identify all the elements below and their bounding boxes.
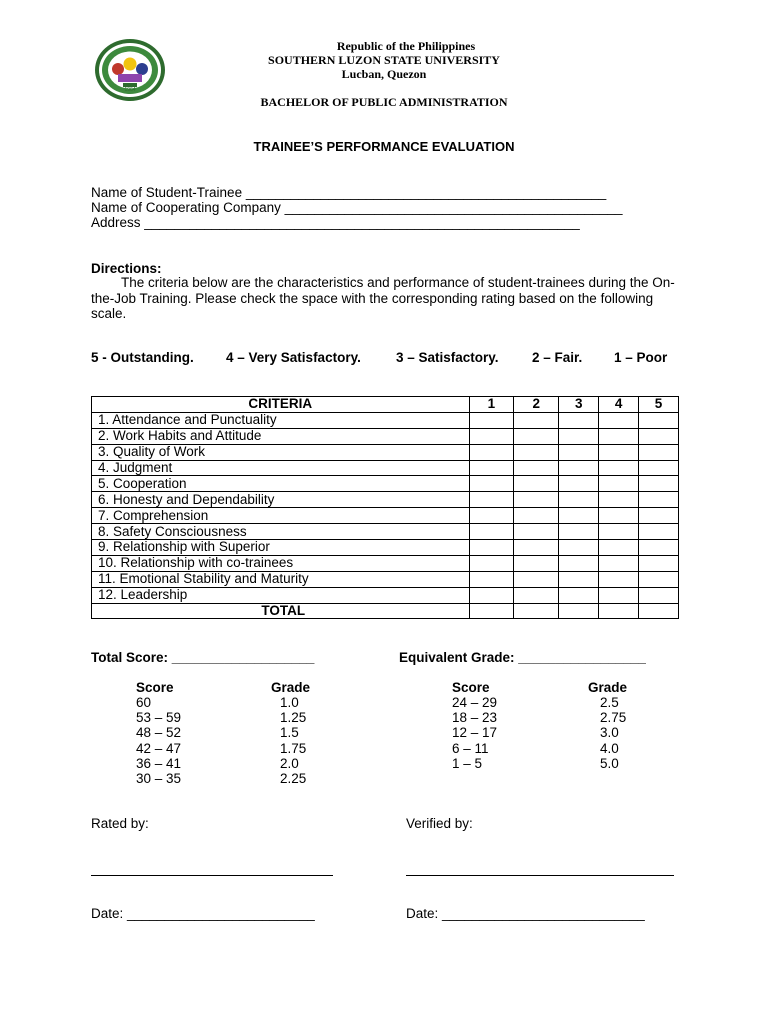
rating-cell-2[interactable] xyxy=(514,428,559,444)
total-cell-3[interactable] xyxy=(559,603,599,619)
rating-cell-1[interactable] xyxy=(469,555,514,571)
table-row xyxy=(92,555,679,571)
table-row xyxy=(92,444,679,460)
total-cell-5[interactable] xyxy=(639,603,679,619)
rating-cell-3[interactable] xyxy=(559,428,599,444)
rating-cell-1[interactable] xyxy=(469,571,514,587)
score-value: 12 – 17 xyxy=(452,725,498,741)
rating-cell-3[interactable] xyxy=(559,460,599,476)
score-value: 6 – 11 xyxy=(452,740,489,756)
rating-cell-5[interactable] xyxy=(639,428,679,444)
table-row xyxy=(92,460,679,476)
criteria-label: 11. Emotional Stability and Maturity xyxy=(92,571,470,587)
table-row xyxy=(92,524,679,540)
score-value: 30 – 35 xyxy=(136,771,182,787)
rating-cell-2[interactable] xyxy=(514,492,559,508)
grade-value: 2.0 xyxy=(280,755,299,771)
rating-cell-5[interactable] xyxy=(639,444,679,460)
rated-by-label: Rated by: xyxy=(91,816,149,831)
rating-cell-4[interactable] xyxy=(599,555,639,571)
rating-cell-3[interactable] xyxy=(559,476,599,492)
header-republic: Republic of the Philippines xyxy=(336,39,476,53)
grade-value: 1.5 xyxy=(280,725,299,741)
criteria-label: 9. Relationship with Superior xyxy=(92,540,470,556)
rating-cell-5[interactable] xyxy=(639,571,679,587)
rating-header-5: 5 xyxy=(639,397,679,413)
rating-cell-1[interactable] xyxy=(469,587,514,603)
rating-cell-3[interactable] xyxy=(559,524,599,540)
rating-header-3: 3 xyxy=(559,397,599,413)
right-grade-list xyxy=(600,695,626,771)
verified-by-signature-line[interactable] xyxy=(406,875,674,876)
rating-cell-2[interactable] xyxy=(514,444,559,460)
grade-value: 3.0 xyxy=(600,725,619,741)
table-row xyxy=(92,587,679,603)
table-row xyxy=(92,571,679,587)
rating-cell-2[interactable] xyxy=(514,476,559,492)
grade-value: 2.25 xyxy=(280,771,307,787)
total-label: TOTAL xyxy=(92,603,470,619)
score-value: 48 – 52 xyxy=(136,725,182,741)
rating-cell-4[interactable] xyxy=(599,476,639,492)
score-value: 1 – 5 xyxy=(452,755,483,771)
right-score-list xyxy=(452,695,497,771)
rating-cell-5[interactable] xyxy=(639,476,679,492)
rating-cell-3[interactable] xyxy=(559,555,599,571)
grade-value: 4.0 xyxy=(600,740,619,756)
rating-cell-2[interactable] xyxy=(514,412,559,428)
scale-1: 1 – Poor xyxy=(614,350,668,365)
rating-cell-1[interactable] xyxy=(469,428,514,444)
score-value: 60 xyxy=(136,695,152,710)
grade-value: 1.0 xyxy=(280,695,299,710)
rating-cell-2[interactable] xyxy=(514,508,559,524)
rating-cell-4[interactable] xyxy=(599,412,639,428)
rating-cell-5[interactable] xyxy=(639,460,679,476)
rating-cell-5[interactable] xyxy=(639,492,679,508)
rating-cell-4[interactable] xyxy=(599,460,639,476)
grade-value: 2.5 xyxy=(600,695,619,710)
criteria-label: 5. Cooperation xyxy=(92,476,470,492)
rating-cell-4[interactable] xyxy=(599,492,639,508)
rating-cell-3[interactable] xyxy=(559,492,599,508)
rating-cell-4[interactable] xyxy=(599,587,639,603)
criteria-label: 4. Judgment xyxy=(92,460,470,476)
criteria-label: 3. Quality of Work xyxy=(92,444,470,460)
score-value: 36 – 41 xyxy=(136,755,182,771)
scale-3: 3 – Satisfactory. xyxy=(396,350,499,365)
criteria-label: 6. Honesty and Dependability xyxy=(92,492,470,508)
score-value: 18 – 23 xyxy=(452,710,498,726)
score-value: 53 – 59 xyxy=(136,710,182,726)
address-field[interactable]: Address __________________________________________________________ xyxy=(91,215,580,230)
score-header-left: Score xyxy=(136,680,174,695)
date-right-field[interactable]: Date: ___________________________ xyxy=(406,906,645,921)
grade-value: 1.25 xyxy=(280,710,307,726)
directions-heading: Directions: xyxy=(91,261,162,276)
table-row xyxy=(92,508,679,524)
table-row xyxy=(92,476,679,492)
rating-header-1: 1 xyxy=(469,397,514,413)
score-value: 42 – 47 xyxy=(136,740,182,756)
rating-cell-5[interactable] xyxy=(639,508,679,524)
criteria-label: 1. Attendance and Punctuality xyxy=(92,412,470,428)
total-score-field[interactable]: Total Score: ___________________ xyxy=(91,650,315,665)
rating-cell-4[interactable] xyxy=(599,540,639,556)
criteria-header: CRITERIA xyxy=(92,397,470,413)
total-row xyxy=(92,603,679,619)
rating-cell-2[interactable] xyxy=(514,587,559,603)
criteria-label: 8. Safety Consciousness xyxy=(92,524,470,540)
rating-cell-2[interactable] xyxy=(514,555,559,571)
criteria-label: 2. Work Habits and Attitude xyxy=(92,428,470,444)
rating-cell-1[interactable] xyxy=(469,540,514,556)
rating-cell-4[interactable] xyxy=(599,571,639,587)
header-location: Lucban, Quezon xyxy=(341,67,427,81)
table-row xyxy=(92,540,679,556)
rating-cell-5[interactable] xyxy=(639,540,679,556)
directions-text: The criteria below are the characteristics and performance of student-trainees during the On-the-Job Training. Please check the space with the corresponding rating based on the following scale. xyxy=(91,275,675,321)
rating-cell-2[interactable] xyxy=(514,524,559,540)
trainee-name-field[interactable]: Name of Student-Trainee ________________________________________________ xyxy=(91,185,607,200)
rating-cell-1[interactable] xyxy=(469,508,514,524)
rating-header-2: 2 xyxy=(514,397,559,413)
total-cell-4[interactable] xyxy=(599,603,639,619)
rating-cell-3[interactable] xyxy=(559,412,599,428)
left-grade-list xyxy=(280,695,306,786)
rating-cell-1[interactable] xyxy=(469,476,514,492)
rating-cell-1[interactable] xyxy=(469,492,514,508)
rating-cell-1[interactable] xyxy=(469,460,514,476)
rating-cell-4[interactable] xyxy=(599,524,639,540)
criteria-label: 7. Comprehension xyxy=(92,508,470,524)
scale-4: 4 – Very Satisfactory. xyxy=(226,350,361,365)
table-row xyxy=(92,428,679,444)
header-program: BACHELOR OF PUBLIC ADMINISTRATION xyxy=(260,95,508,109)
rating-cell-2[interactable] xyxy=(514,460,559,476)
rating-cell-3[interactable] xyxy=(559,571,599,587)
rating-cell-1[interactable] xyxy=(469,444,514,460)
equivalent-grade-field[interactable]: Equivalent Grade: _________________ xyxy=(399,650,646,665)
left-score-list xyxy=(136,695,181,786)
rating-header-4: 4 xyxy=(599,397,639,413)
rating-cell-4[interactable] xyxy=(599,444,639,460)
grade-header-right: Grade xyxy=(588,680,628,695)
score-header-right: Score xyxy=(452,680,490,695)
grade-value: 2.75 xyxy=(600,710,627,726)
rating-cell-5[interactable] xyxy=(639,524,679,540)
header-university: SOUTHERN LUZON STATE UNIVERSITY xyxy=(268,53,500,67)
scale-5: 5 - Outstanding. xyxy=(91,350,194,365)
rating-cell-1[interactable] xyxy=(469,412,514,428)
grade-value: 5.0 xyxy=(600,755,619,771)
rating-cell-5[interactable] xyxy=(639,412,679,428)
form-title: TRAINEE’S PERFORMANCE EVALUATION xyxy=(253,139,515,154)
table-row xyxy=(92,412,679,428)
date-left-field[interactable]: Date: _________________________ xyxy=(91,906,315,921)
verified-by-label: Verified by: xyxy=(406,816,473,831)
criteria-table xyxy=(91,396,679,619)
criteria-label: 10. Relationship with co-trainees xyxy=(92,555,470,571)
grade-value: 1.75 xyxy=(280,740,307,756)
rating-cell-5[interactable] xyxy=(639,555,679,571)
rating-cell-1[interactable] xyxy=(469,524,514,540)
total-cell-1[interactable] xyxy=(469,603,514,619)
company-name-field[interactable]: Name of Cooperating Company _____________________________________________ xyxy=(91,200,623,215)
score-value: 24 – 29 xyxy=(452,695,498,710)
rating-cell-4[interactable] xyxy=(599,428,639,444)
rating-cell-2[interactable] xyxy=(514,571,559,587)
criteria-label: 12. Leadership xyxy=(92,587,470,603)
rating-cell-5[interactable] xyxy=(639,587,679,603)
scale-2: 2 – Fair. xyxy=(532,350,583,365)
rating-cell-3[interactable] xyxy=(559,540,599,556)
svg-text:1964: 1964 xyxy=(124,87,136,93)
total-cell-2[interactable] xyxy=(514,603,559,619)
rating-cell-3[interactable] xyxy=(559,444,599,460)
rating-cell-2[interactable] xyxy=(514,540,559,556)
rating-cell-3[interactable] xyxy=(559,587,599,603)
table-row xyxy=(92,492,679,508)
rated-by-signature-line[interactable] xyxy=(91,875,333,876)
rating-cell-3[interactable] xyxy=(559,508,599,524)
grade-header-left: Grade xyxy=(271,680,311,695)
rating-cell-4[interactable] xyxy=(599,508,639,524)
table-header-row xyxy=(92,397,679,413)
